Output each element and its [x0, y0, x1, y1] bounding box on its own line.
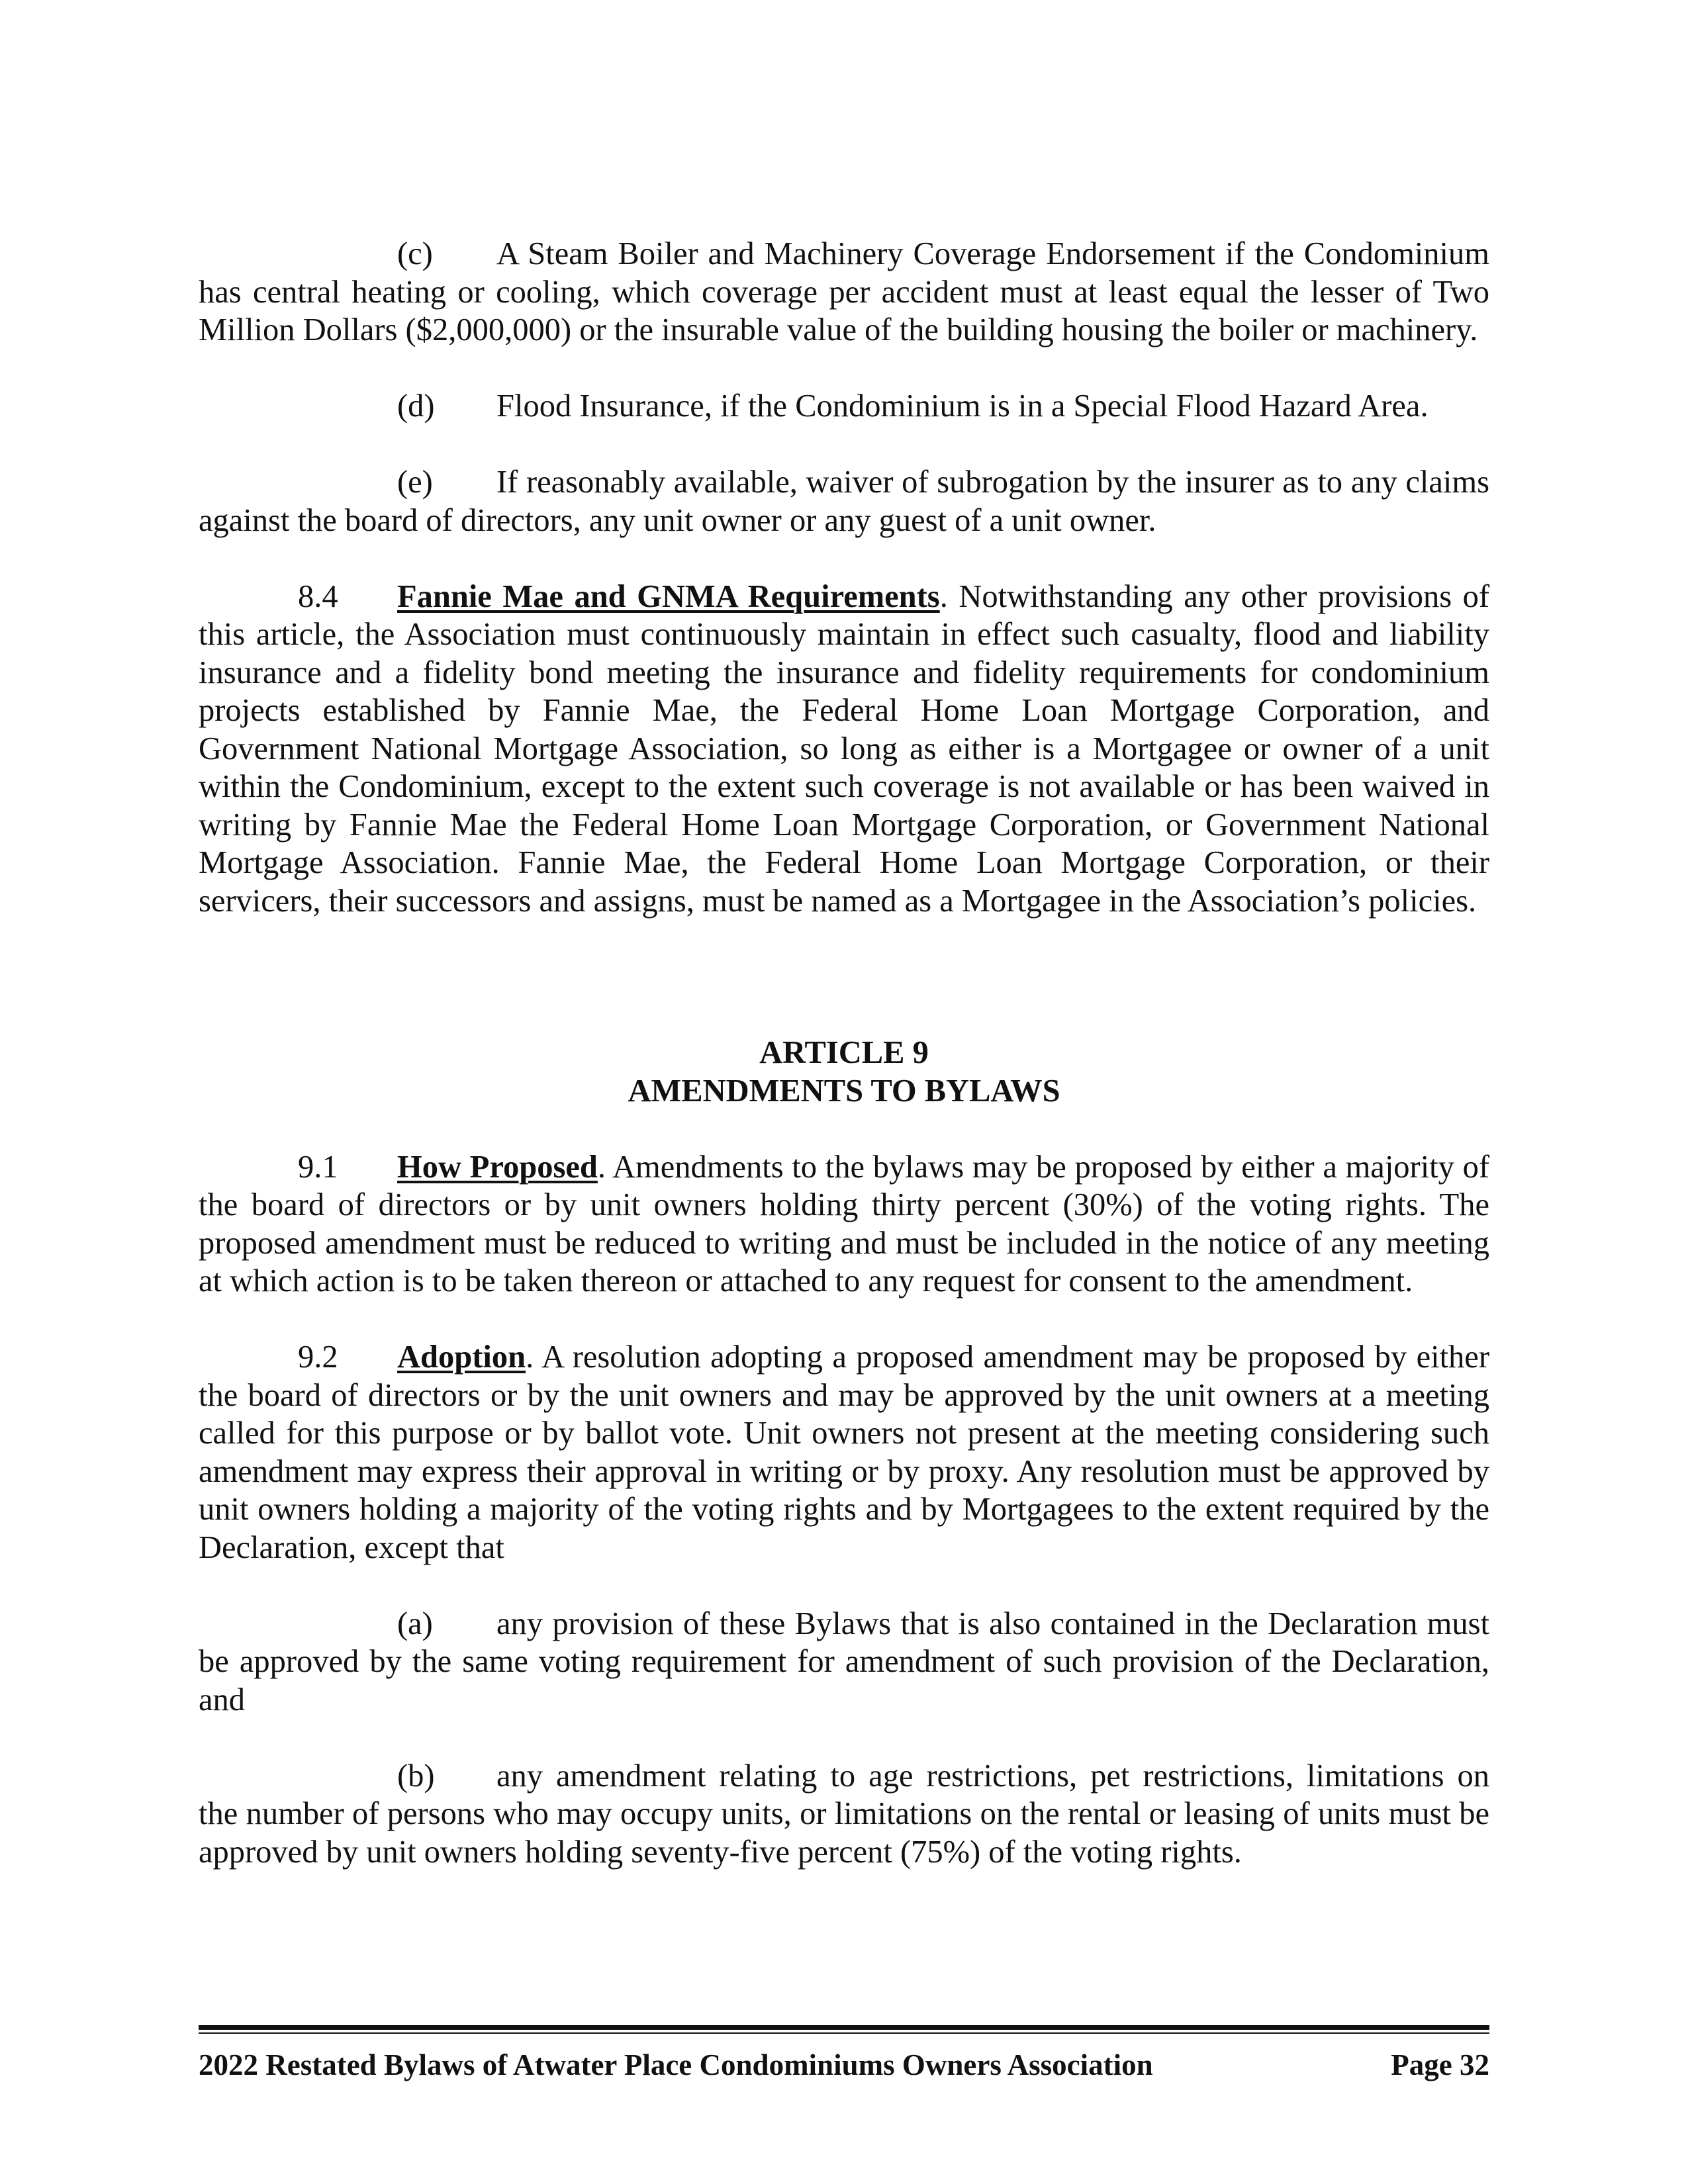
section-number: 9.2 [298, 1340, 338, 1375]
subsection-label: (a) [397, 1606, 433, 1641]
section-number: 9.1 [298, 1149, 338, 1185]
section-text: . Amendments to the bylaws may be proposed by either a majority of the board of directors or by unit owners holding thirty percent (30%) of the voting rights. The proposed amendment must be reduced to writing and must be included in the notice of any meeting at which action is to be taken thereon or attached to any request for consent to the amendment. [199, 1149, 1490, 1298]
page-number: Page 32 [1391, 2048, 1489, 2081]
section-heading: How Proposed [397, 1149, 598, 1185]
article-number: ARTICLE 9 [759, 1035, 929, 1070]
section-9-1 [199, 1148, 1489, 1300]
subsection-label: (b) [397, 1758, 435, 1794]
footer-divider-thin [199, 2032, 1489, 2034]
subsection-text: A Steam Boiler and Machinery Coverage Endorsement if the Condominium has central heating or cooling, which coverage per accident must at least equal the lesser of Two Million Dollars ($2,000,000) or the insurable value of the building housing the boiler or machinery. [199, 236, 1489, 347]
subsection-text: any provision of these Bylaws that is also contained in the Declaration must be approved by the same voting requirement for amendment of such provision of the Declaration, and [199, 1606, 1489, 1717]
section-heading: Fannie Mae and GNMA Requirements [397, 578, 940, 614]
section-8-4 [199, 578, 1489, 921]
document-body [199, 235, 1489, 1871]
section-heading: Adoption [397, 1340, 526, 1375]
subsection-d [199, 387, 1489, 426]
subsection-text: If reasonably available, waiver of subrogation by the insurer as to any claims against the board of directors, any unit owner or any guest of a unit owner. [199, 465, 1489, 538]
subsection-9-2-b [199, 1757, 1489, 1872]
section-number: 8.4 [298, 578, 338, 614]
article-header [199, 1034, 1489, 1110]
subsection-text: Flood Insurance, if the Condominium is in a Special Flood Hazard Area. [496, 388, 1429, 424]
section-text: . A resolution adopting a proposed amendment may be proposed by either the board of directors or by the unit owners and may be approved by the unit owners at a meeting called for this purpose or by ballot vote. Unit owners not present at the meeting considering such amendment may express their approval in writing or by proxy. Any resolution must be approved by unit owners holding a majority of the voting rights and by Mortgagees to the extent required by the Declaration, except that [199, 1340, 1489, 1565]
article-title: AMENDMENTS TO BYLAWS [628, 1073, 1060, 1109]
subsection-c [199, 235, 1489, 349]
subsection-label: (d) [397, 388, 435, 424]
subsection-label: (c) [397, 236, 433, 271]
page-footer [199, 2045, 1489, 2085]
section-9-2 [199, 1338, 1489, 1567]
footer-title: 2022 Restated Bylaws of Atwater Place Condominiums Owners Association [199, 2048, 1153, 2081]
subsection-e [199, 463, 1489, 539]
subsection-9-2-a [199, 1605, 1489, 1719]
footer-divider [199, 2025, 1489, 2030]
subsection-text: any amendment relating to age restrictions, pet restrictions, limitations on the number of persons who may occupy units, or limitations on the rental or leasing of units must be approved by unit owners holding seventy-five percent (75%) of the voting rights. [199, 1758, 1489, 1870]
section-text: . Notwithstanding any other provisions of this article, the Association must continuously maintain in effect such casualty, flood and liability insurance and a fidelity bond meeting the insurance and fidelity requirements for condominium projects established by Fannie Mae, the Federal Home Loan Mortgage Corporation, and Government National Mortgage Association, so long as either is a Mortgagee or owner of a unit within the Condominium, except to the extent such coverage is not available or has been waived in writing by Fannie Mae the Federal Home Loan Mortgage Corporation, or Government National Mortgage Association. Fannie Mae, the Federal Home Loan Mortgage Corporation, or their servicers, their successors and assigns, must be named as a Mortgagee in the Association’s policies. [199, 578, 1489, 919]
subsection-label: (e) [397, 465, 433, 500]
